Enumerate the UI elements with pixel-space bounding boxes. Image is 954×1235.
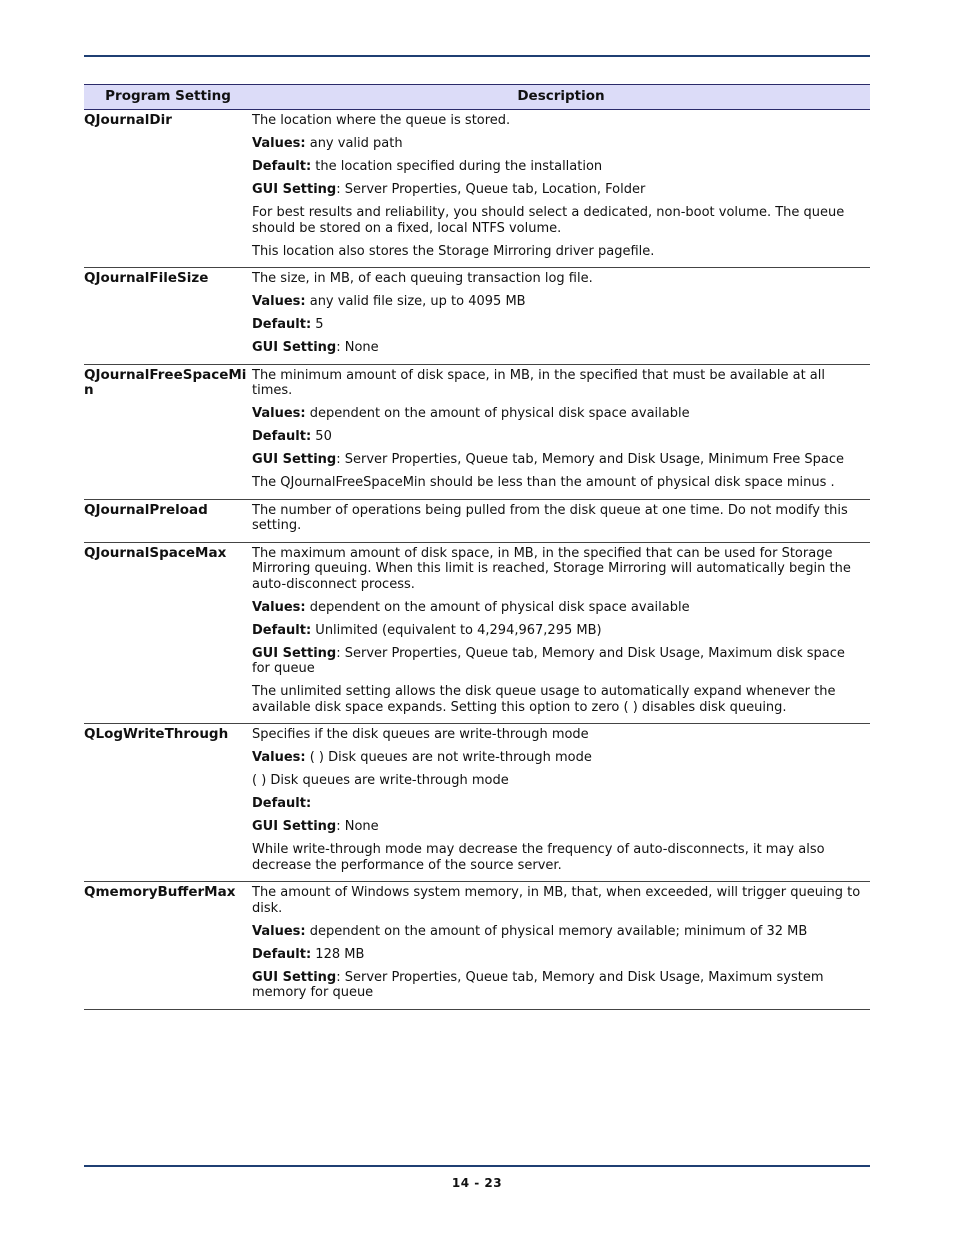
description-paragraph xyxy=(252,600,862,616)
field-text: The QJournalFreeSpaceMin should be less than the amount of physical disk space minus . xyxy=(252,475,835,490)
field-text: any valid file size, up to 4095 MB xyxy=(305,294,526,309)
description-paragraph xyxy=(252,294,862,310)
field-text: Specifies if the disk queues are write-through mode xyxy=(252,727,589,742)
table-row xyxy=(84,499,870,542)
description-paragraph xyxy=(252,750,862,766)
description-paragraph xyxy=(252,205,862,236)
description-paragraph xyxy=(252,646,862,677)
field-text: The amount of Windows system memory, in MB, that, when exceeded, will trigger queuing to disk. xyxy=(252,885,861,916)
field-label: Default: xyxy=(252,317,312,332)
field-text: While write-through mode may decrease the frequency of auto-disconnects, it may also decrease the performance of the source server. xyxy=(252,842,825,873)
setting-name: QJournalFreeSpaceMin xyxy=(84,364,252,499)
table-row xyxy=(84,882,870,1010)
setting-name: QJournalPreload xyxy=(84,499,252,542)
field-text: : None xyxy=(336,819,379,834)
description-paragraph xyxy=(252,182,862,198)
field-label: GUI Setting xyxy=(252,819,337,834)
table-row xyxy=(84,364,870,499)
header-description: Description xyxy=(252,85,870,110)
description-paragraph xyxy=(252,368,862,399)
settings-table xyxy=(84,84,870,1010)
description-paragraph xyxy=(252,885,862,916)
setting-description xyxy=(252,499,870,542)
field-label: GUI Setting xyxy=(252,452,337,467)
field-label: GUI Setting xyxy=(252,969,337,985)
setting-description xyxy=(252,364,870,499)
field-label: Values: xyxy=(252,406,306,421)
description-paragraph xyxy=(252,623,862,639)
description-paragraph xyxy=(252,970,862,1001)
description-paragraph xyxy=(252,796,862,812)
description-paragraph xyxy=(252,773,862,789)
field-label: Values: xyxy=(252,923,306,939)
description-paragraph xyxy=(252,819,862,835)
field-text: The location where the queue is stored. xyxy=(252,113,511,128)
description-paragraph xyxy=(252,159,862,175)
description-paragraph xyxy=(252,452,862,468)
setting-description xyxy=(252,110,870,268)
description-paragraph xyxy=(252,924,862,940)
field-text: The minimum amount of disk space, in MB, in the specified that must be available at all times. xyxy=(252,367,825,398)
field-text: : Server Properties, Queue tab, Memory and Disk Usage, Minimum Free Space xyxy=(336,452,845,467)
description-paragraph xyxy=(252,340,862,356)
setting-name: QmemoryBufferMax xyxy=(84,882,252,1010)
field-label: Values: xyxy=(252,599,306,615)
table-row xyxy=(84,542,870,724)
field-text: : Server Properties, Queue tab, Location, Folder xyxy=(336,182,646,197)
field-text: : Server Properties, Queue tab, Memory and Disk Usage, Maximum system memory for queue xyxy=(252,969,824,1000)
field-label: Values: xyxy=(252,750,306,765)
field-label: Default: xyxy=(252,622,312,638)
description-paragraph xyxy=(252,475,862,491)
description-paragraph xyxy=(252,136,862,152)
field-label: GUI Setting xyxy=(252,182,337,197)
field-label: GUI Setting xyxy=(252,645,337,661)
header-program-setting: Program Setting xyxy=(84,85,252,110)
field-text: 5 xyxy=(311,317,324,332)
field-label: GUI Setting xyxy=(252,340,337,355)
page-number: 14 - 23 xyxy=(451,1176,503,1190)
setting-description xyxy=(252,542,870,724)
setting-description xyxy=(252,724,870,882)
description-paragraph xyxy=(252,947,862,963)
header-rule xyxy=(84,55,870,57)
description-paragraph xyxy=(252,546,862,593)
description-paragraph xyxy=(252,727,862,743)
setting-name: QJournalSpaceMax xyxy=(84,542,252,724)
setting-name: QJournalDir xyxy=(84,110,252,268)
setting-description xyxy=(252,268,870,365)
field-text: dependent on the amount of physical memory available; minimum of 32 MB xyxy=(305,923,808,939)
setting-name: QLogWriteThrough xyxy=(84,724,252,882)
table-row xyxy=(84,724,870,882)
field-text: Unlimited (equivalent to 4,294,967,295 MB) xyxy=(311,622,602,638)
field-text: This location also stores the Storage Mirroring driver pagefile. xyxy=(252,243,655,259)
field-label: Default: xyxy=(252,159,312,174)
description-paragraph xyxy=(252,406,862,422)
description-paragraph xyxy=(252,271,862,287)
field-text: For best results and reliability, you should select a dedicated, non-boot volume. The queue should be stored on a fixed, local NTFS volume. xyxy=(252,205,845,236)
table-row xyxy=(84,110,870,268)
field-text: ( ) Disk queues are write-through mode xyxy=(252,773,509,788)
description-paragraph xyxy=(252,842,862,873)
field-text: : Server Properties, Queue tab, Memory and Disk Usage, Maximum disk space for queue xyxy=(252,645,845,676)
field-text: 128 MB xyxy=(311,946,365,962)
description-paragraph xyxy=(252,684,862,715)
field-text: The size, in MB, of each queuing transaction log file. xyxy=(252,271,593,286)
description-paragraph xyxy=(252,429,862,445)
description-paragraph xyxy=(252,244,862,260)
field-text: The maximum amount of disk space, in MB, in the specified that can be used for Storage Mirroring queuing. When this limit is reached, Storage Mirroring will automatically begin the auto-disconnect process. xyxy=(252,545,851,592)
table-body xyxy=(84,110,870,1010)
description-paragraph xyxy=(252,317,862,333)
field-label: Values: xyxy=(252,136,306,151)
field-text: any valid path xyxy=(305,136,403,151)
field-text: dependent on the amount of physical disk space available xyxy=(305,599,690,615)
description-paragraph xyxy=(252,503,862,534)
field-text: : None xyxy=(336,340,379,355)
field-text: The number of operations being pulled from the disk queue at one time. Do not modify this setting. xyxy=(252,502,848,533)
field-text: dependent on the amount of physical disk space available xyxy=(305,406,690,421)
field-text: ( ) Disk queues are not write-through mode xyxy=(305,750,592,765)
table-header-row xyxy=(84,85,870,110)
field-label: Default: xyxy=(252,946,312,962)
setting-description xyxy=(252,882,870,1010)
field-label: Default: xyxy=(252,429,312,444)
description-paragraph xyxy=(252,113,862,129)
footer-rule xyxy=(84,1165,870,1167)
field-text: the location specified during the installation xyxy=(311,159,603,174)
field-text: The unlimited setting allows the disk queue usage to automatically expand whenever the available disk space expands. Setting this option to zero ( ) disables disk queuing. xyxy=(252,684,836,715)
table-row xyxy=(84,268,870,365)
field-text: 50 xyxy=(311,429,332,444)
field-label: Values: xyxy=(252,294,306,309)
setting-name: QJournalFileSize xyxy=(84,268,252,365)
field-label: Default: xyxy=(252,796,312,811)
